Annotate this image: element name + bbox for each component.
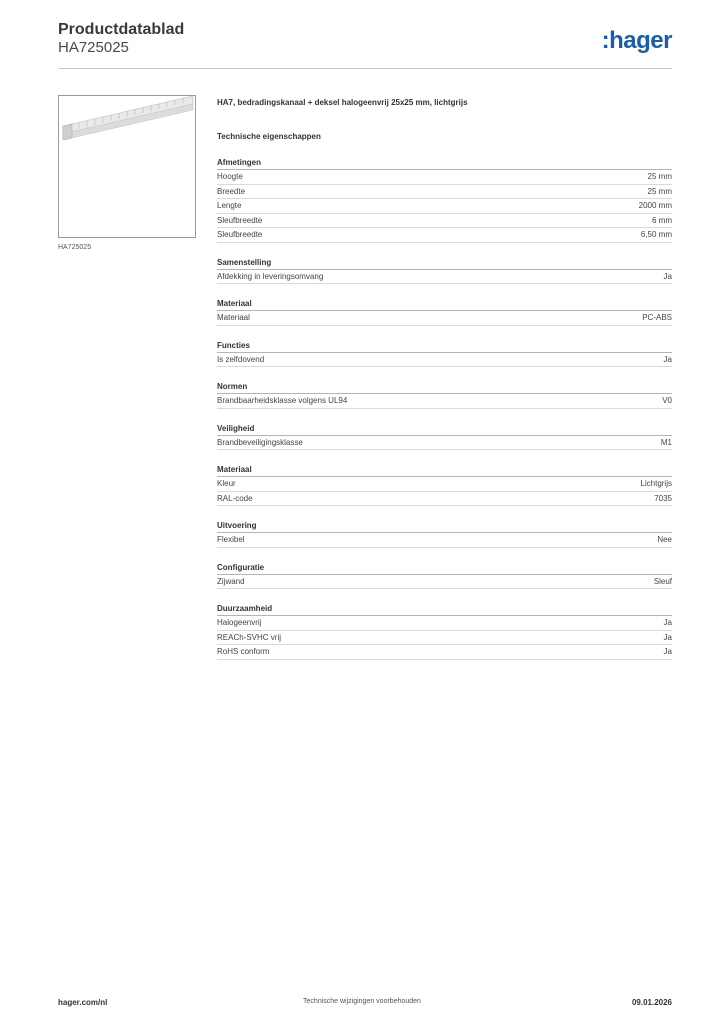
- spec-row: [217, 185, 672, 200]
- spec-section-composition: [217, 243, 672, 285]
- spec-label: Sleufbreedte: [217, 230, 263, 239]
- spec-value: Lichtgrijs: [640, 479, 672, 488]
- spec-value: 6,50 mm: [640, 230, 672, 239]
- section-heading: Materiaal: [217, 284, 672, 311]
- page-title: Productdatablad: [58, 21, 185, 38]
- spec-label: Breedte: [217, 186, 246, 196]
- spec-label: Brandbeveiligingsklasse: [217, 437, 303, 447]
- product-image: [58, 95, 196, 238]
- spec-value: Sleuf: [653, 576, 672, 586]
- spec-row: [217, 533, 672, 548]
- spec-row: [217, 394, 672, 409]
- section-heading: Veiligheid: [217, 409, 672, 436]
- technical-properties-heading: Technische eigenschappen: [217, 132, 321, 141]
- spec-label: Hoogte: [217, 172, 243, 181]
- spec-label: Halogeenvrij: [217, 618, 262, 627]
- image-caption: HA725025: [58, 244, 92, 251]
- cable-duct-illustration: [59, 96, 195, 237]
- spec-value: M1: [660, 437, 672, 447]
- section-heading: Samenstelling: [217, 243, 672, 270]
- spec-row: [217, 170, 672, 185]
- spec-section-standards: [217, 367, 672, 409]
- spec-label: Kleur: [217, 479, 236, 488]
- spec-section-configuration: [217, 548, 672, 590]
- spec-row: [217, 270, 672, 285]
- spec-label: Brandbaarheidsklasse volgens UL94: [217, 396, 348, 405]
- section-heading: Uitvoering: [217, 506, 672, 533]
- spec-row: [217, 631, 672, 646]
- spec-section-functions: [217, 326, 672, 368]
- spec-value: PC-ABS: [642, 313, 672, 322]
- section-heading: Materiaal: [217, 450, 672, 477]
- section-heading: Functies: [217, 326, 672, 353]
- section-heading: Normen: [217, 367, 672, 394]
- spec-row: [217, 477, 672, 492]
- spec-label: REACh-SVHC vrij: [217, 632, 282, 642]
- spec-value: 6 mm: [652, 215, 672, 225]
- spec-value: 25 mm: [647, 172, 672, 181]
- spec-label: Sleufbreedte: [217, 215, 263, 225]
- spec-label: RAL-code: [217, 493, 253, 503]
- spec-row: [217, 436, 672, 451]
- spec-section-version: [217, 506, 672, 548]
- spec-value: Ja: [663, 354, 672, 364]
- spec-value: Ja: [663, 271, 672, 281]
- spec-section-safety: [217, 409, 672, 451]
- spec-value: Ja: [663, 632, 672, 642]
- section-heading: Configuratie: [217, 548, 672, 575]
- section-heading: Duurzaamheid: [217, 589, 672, 616]
- article-number: HA725025: [58, 39, 129, 56]
- spec-value: Nee: [657, 535, 672, 544]
- spec-value: 2000 mm: [638, 201, 672, 210]
- spec-row: [217, 311, 672, 326]
- section-heading: Afmetingen: [217, 143, 672, 170]
- spec-value: 7035: [654, 493, 672, 503]
- spec-section-material: [217, 284, 672, 326]
- spec-value: Ja: [663, 618, 672, 627]
- spec-label: Materiaal: [217, 313, 250, 322]
- spec-label: Zijwand: [217, 576, 245, 586]
- footer-date: 09.01.2026: [631, 998, 672, 1007]
- header-divider: [58, 68, 672, 69]
- spec-value: V0: [662, 396, 672, 405]
- footer-website: hager.com/nl: [58, 998, 108, 1007]
- product-description: HA7, bedradingskanaal + deksel halogeenvrij 25x25 mm, lichtgrijs: [217, 98, 468, 107]
- spec-section-material-color: [217, 450, 672, 506]
- spec-row: [217, 492, 672, 507]
- spec-row: [217, 353, 672, 368]
- spec-row: [217, 228, 672, 243]
- spec-section-sustainability: [217, 589, 672, 660]
- spec-label: Lengte: [217, 201, 242, 210]
- spec-content: [217, 97, 672, 660]
- footer-disclaimer: Technische wijzigingen voorbehouden: [303, 998, 421, 1005]
- spec-label: Is zelfdovend: [217, 354, 265, 364]
- spec-label: Flexibel: [217, 535, 245, 544]
- spec-row: [217, 645, 672, 660]
- spec-row: [217, 199, 672, 214]
- spec-row: [217, 616, 672, 631]
- spec-section-dimensions: [217, 143, 672, 243]
- spec-row: [217, 575, 672, 590]
- hager-logo: :hager: [601, 27, 672, 54]
- spec-row: [217, 214, 672, 229]
- spec-label: Afdekking in leveringsomvang: [217, 271, 324, 281]
- spec-value: 25 mm: [647, 186, 672, 196]
- spec-label: RoHS conform: [217, 647, 270, 656]
- spec-value: Ja: [663, 647, 672, 656]
